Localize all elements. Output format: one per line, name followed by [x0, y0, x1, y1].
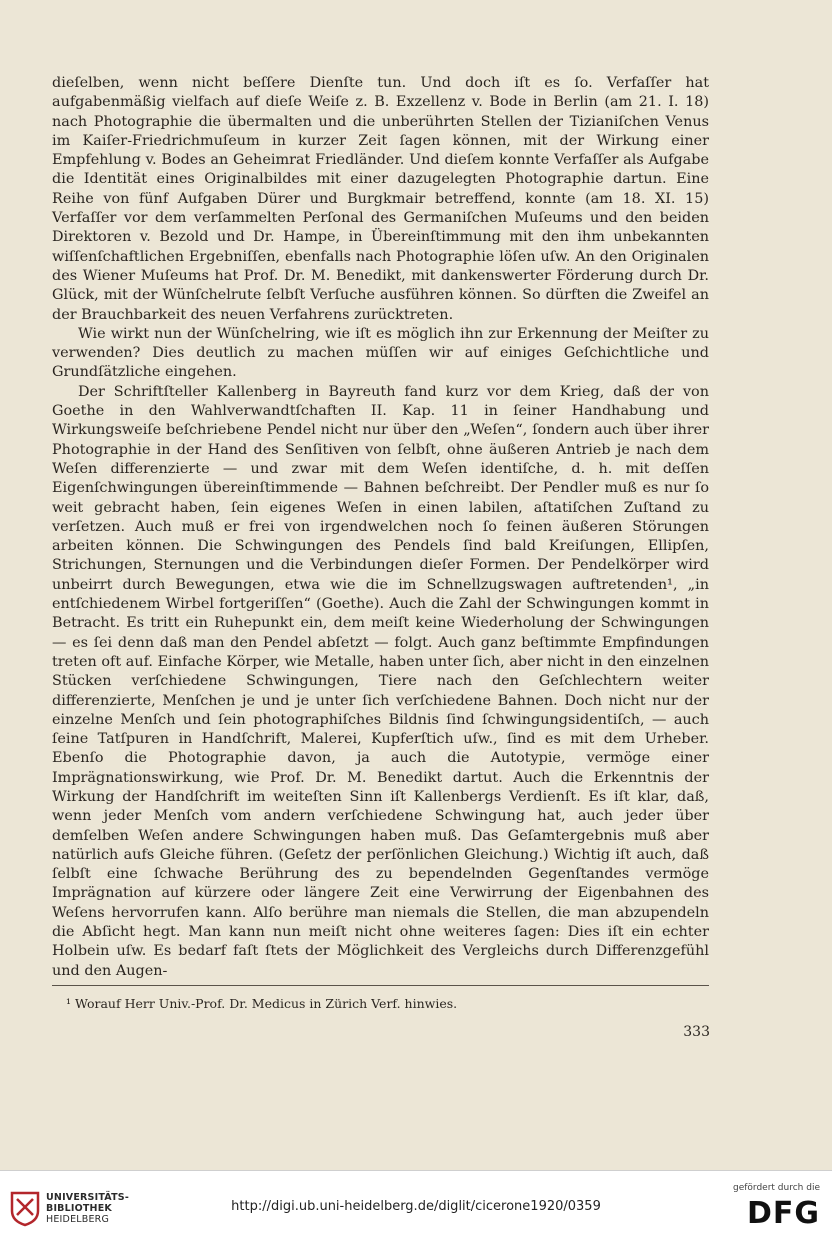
permalink-url[interactable]: http://digi.ub.uni-heidelberg.de/diglit/cicerone1920/0359 [231, 1199, 601, 1214]
footnote-rule [52, 985, 709, 986]
funding-note: gefördert durch die [733, 1183, 820, 1193]
paragraph-1: dieſelben, wenn nicht beſſere Dienſte tun. Und doch iſt es ſo. Verfaſſer hat aufgabenmäßig vielfach auf dieſe Weiſe z. B. Exzellenz v. Bode in Berlin (am 21. I. 18) nach Photographie die übermalten und die unberührten Stellen der Tizianiſchen Venus im Kaiſer-Friedrichmuſeum in kurzer Zeit ſagen können, mit der Wirkung einer Empfehlung v. Bodes an Geheimrat Friedländer. Und dieſem konnte Verfaſſer als Aufgabe die Identität eines Originalbildes mit einer dazugelegten Photographie dartun. Eine Reihe von fünf Aufgaben Dürer und Burgkmair betreffend, konnte (am 18. XI. 15) Verfaſſer vor dem verſammelten Perſonal des Germaniſchen Muſeums und den beiden Direktoren v. Bezold und Dr. Hampe, in Übereinſtimmung mit den ihm unbekannten wiſſenſchaftlichen Ergebniſſen, ebenfalls nach Photographie löſen uſw. An den Originalen des Wiener Muſeums hat Prof. Dr. M. Benedikt, mit dankenswerter Förderung durch Dr. Glück, mit der Wünſchelrute ſelbſt Verſuche ausführen können. So dürften die Zweifel an der Brauchbarkeit des neuen Verfahrens zurücktreten. [52, 75, 709, 323]
body-text [52, 74, 709, 981]
paragraph-3: Der Schriftſteller Kallenberg in Bayreuth fand kurz vor dem Krieg, daß der von Goethe in den Wahlverwandtſchaften II. Kap. 11 in ſeiner Handhabung und Wirkungsweiſe beſchriebene Pendel nicht nur über den „Weſen“, ſondern auch über ihrer Photographie in der Hand des Senſitiven von ſelbſt, ohne äußeren Antrieb je nach dem Weſen differenzierte — und zwar mit dem Weſen identiſche, d. h. mit deſſen Eigenſchwingungen übereinſtimmende — Bahnen beſchreibt. Der Pendler muß es nur ſo weit gebracht haben, ſein eigenes Weſen in einen labilen, aſtatiſchen Zuſtand zu verſetzen. Auch muß er frei von irgendwelchen noch ſo feinen äußeren Störungen arbeiten können. Die Schwingungen des Pendels ſind bald Kreiſungen, Ellipſen, Strichungen, Sternungen und die Verbindungen dieſer Formen. Der Pendelkörper wird unbeirrt durch Bewegungen, etwa wie die im Schnellzugswagen auftretenden¹, „in entſchiedenem Wirbel fortgeriſſen“ (Goethe). Auch die Zahl der Schwingungen kommt in Betracht. Es tritt ein Ruhepunkt ein, dem meiſt keine Wiederholung der Schwingungen — es ſei denn daß man den Pendel abſetzt — folgt. Auch ganz beſtimmte Empfindungen treten oft auf. Einfache Körper, wie Metalle, haben unter ſich, aber nicht in den einzelnen Stücken verſchiedene Schwingungen, Tiere nach den Geſchlechtern weiter differenzierte, Menſchen je und je unter ſich verſchiedene Bahnen. Doch nicht nur der einzelne Menſch und ſein photographiſches Bildnis ſind ſchwingungsidentiſch, — auch ſeine Tatſpuren in Handſchrift, Malerei, Kupferſtich uſw., ſind es mit dem Urheber. Ebenſo die Photographie davon, ja auch die Autotypie, vermöge einer Imprägnationswirkung, wie Prof. Dr. M. Benedikt dartut. Auch die Erkenntnis der Wirkung der Handſchrift im weiteſten Sinn iſt Kallenbergs Verdienſt. Es iſt klar, daß, wenn jeder Menſch vom andern verſchiedene Schwingung hat, auch jeder über demſelben Weſen andere Schwingungen haben muß. Das Geſamtergebnis muß aber natürlich aufs Gleiche führen. (Geſetz der perſönlichen Gleichung.) Wichtig iſt auch, daß ſelbſt eine ſchwache Berührung des zu bependelnden Gegenſtandes vermöge Imprägnation auf kürzere oder längere Zeit eine Verwirrung der Eigenbahnen des Weſens hervorrufen kann. Alſo berühre man niemals die Stellen, die man abzupendeln die Abſicht hegt. Man kann nun meiſt nicht ohne weiteres ſagen: Dies iſt ein echter Holbein uſw. Es bedarf faſt ſtets der Möglichkeit des Vergleichs durch Differenzgefühl und den Augen- [52, 383, 709, 979]
paragraph-2: Wie wirkt nun der Wünſchelring, wie iſt es möglich ihn zur Erkennung der Meiſter zu verwenden? Dies deutlich zu machen müſſen wir auf einiges Geſchichtliche und Grundſätzliche eingehen. [52, 325, 709, 381]
library-name[interactable]: UNIVERSITÄTS- BIBLIOTHEK HEIDELBERG [46, 1192, 129, 1225]
page-number: 333 [683, 1024, 710, 1040]
viewer-footer [0, 1170, 832, 1242]
footnote: ¹ Worauf Herr Univ.-Prof. Dr. Medicus in Zürich Verf. hinwies. [66, 996, 458, 1011]
dfg-logo[interactable]: DFG [746, 1196, 820, 1231]
